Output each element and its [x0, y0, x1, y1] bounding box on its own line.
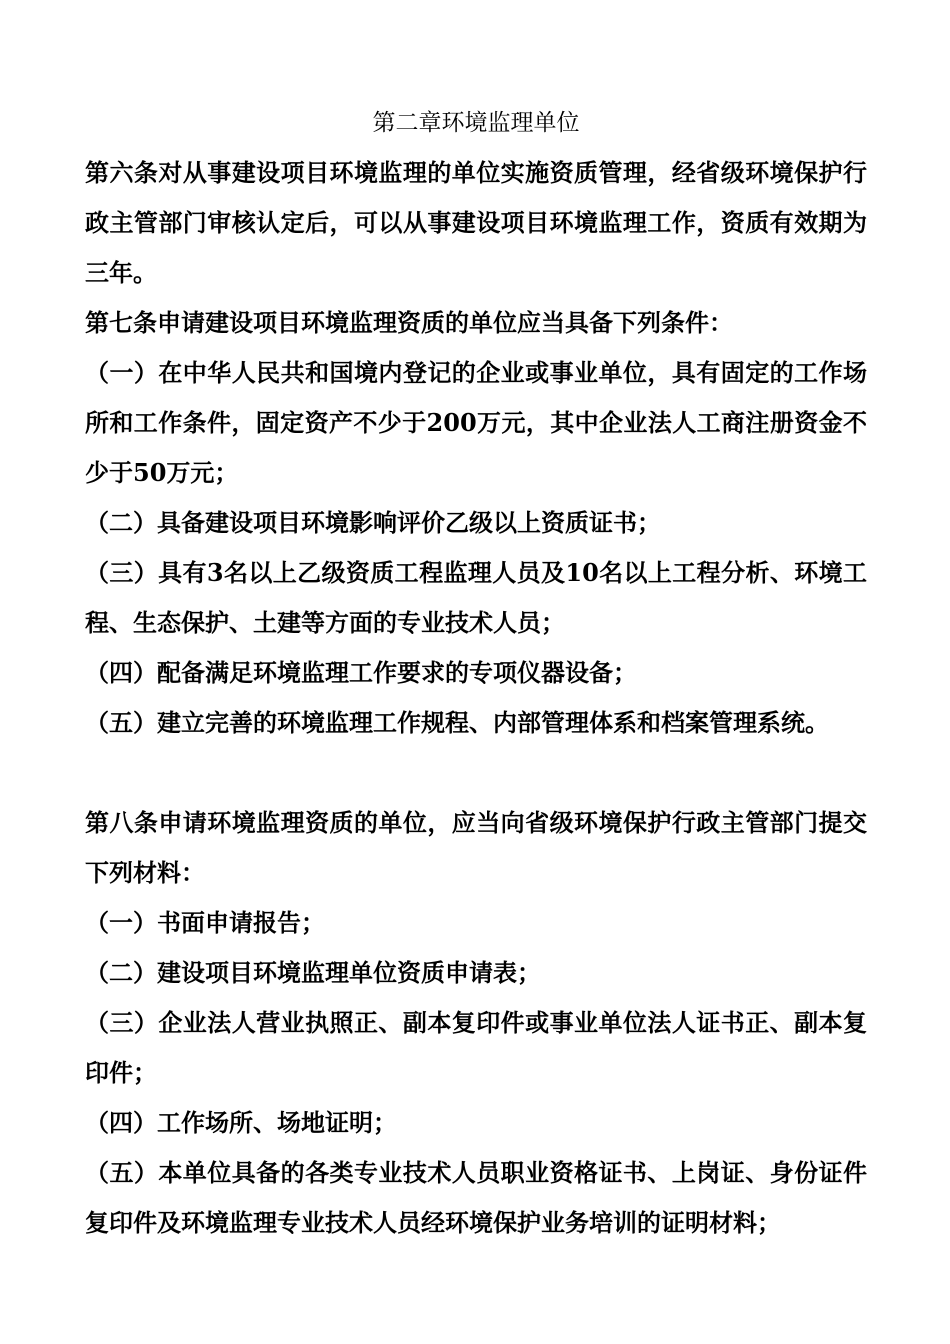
- document-page: [85, 98, 867, 1248]
- chapter-title: 第二章环境监理单位: [372, 110, 580, 136]
- article-8-intro: 第八条申请环境监理资质的单位，应当向省级环境保护行政主管部门提交下列材料：: [85, 808, 867, 887]
- paragraph-spacer: [85, 748, 867, 798]
- article-8-item-1: （一）书面申请报告；: [85, 908, 325, 937]
- article-7-item-4: （四）配备满足环境监理工作要求的专项仪器设备；: [85, 658, 637, 687]
- article-6: 第六条对从事建设项目环境监理的单位实施资质管理，经省级环境保护行政主管部门审核认定后，可以从事建设项目环境监理工作，资质有效期为三年。: [85, 158, 867, 287]
- article-7-item-5: （五）建立完善的环境监理工作规程、内部管理体系和档案管理系统。: [85, 708, 829, 737]
- article-8-item-5: （五）本单位具备的各类专业技术人员职业资格证书、上岗证、身份证件复印件及环境监理专业技术人员经环境保护业务培训的证明材料；: [85, 1158, 867, 1237]
- article-7-item-3: （三）具有3名以上乙级资质工程监理人员及10名以上工程分析、环境工程、生态保护、土建等方面的专业技术人员；: [85, 558, 867, 637]
- article-8-item-3: （三）企业法人营业执照正、副本复印件或事业单位法人证书正、副本复印件；: [85, 1008, 867, 1087]
- article-8-item-4: （四）工作场所、场地证明；: [85, 1108, 397, 1137]
- article-7-intro: 第七条申请建设项目环境监理资质的单位应当具备下列条件：: [85, 308, 733, 337]
- article-7-item-1: （一）在中华人民共和国境内登记的企业或事业单位，具有固定的工作场所和工作条件，固定资产不少于200万元，其中企业法人工商注册资金不少于50万元；: [85, 358, 867, 487]
- article-7-item-2: （二）具备建设项目环境影响评价乙级以上资质证书；: [85, 508, 661, 537]
- article-8-item-2: （二）建设项目环境监理单位资质申请表；: [85, 958, 541, 987]
